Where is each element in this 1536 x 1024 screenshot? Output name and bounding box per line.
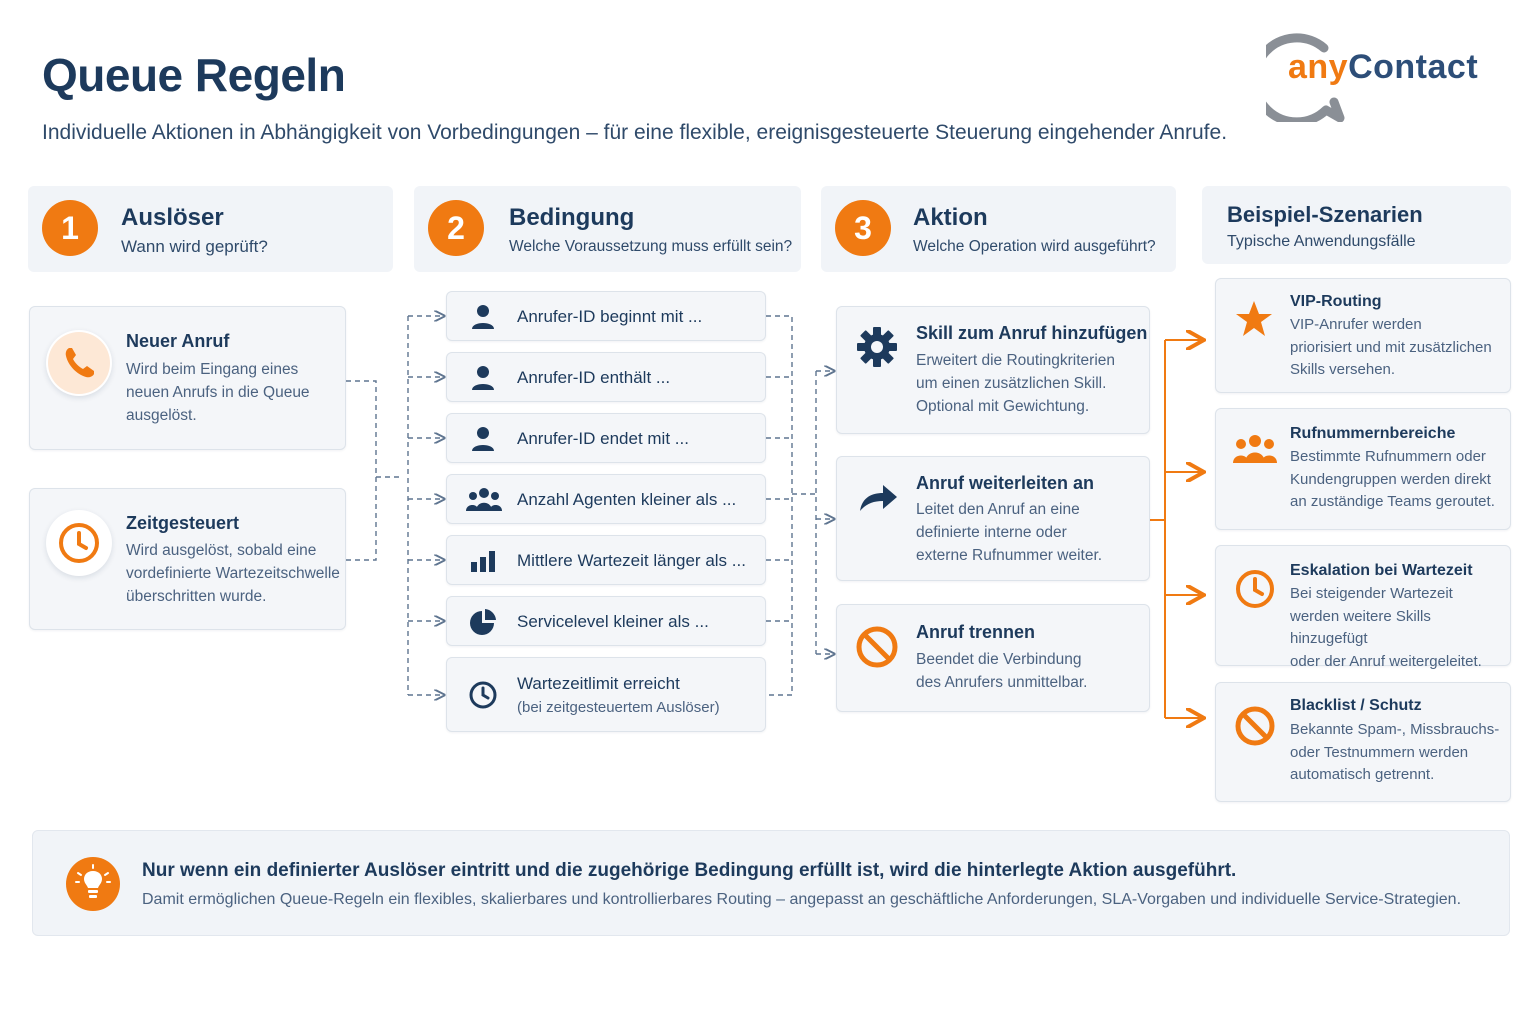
action-description: Leitet den Anruf an eine definierte interne oder externe Rufnummer weiter. (916, 501, 1103, 564)
scenarios-subtitle: Typische Anwendungsfälle (1227, 233, 1416, 250)
trigger-description: Wird beim Eingang eines neuen Anrufs in die Queue ausgelöst. (126, 361, 310, 424)
step-number-badge: 2 (428, 200, 484, 256)
condition-item[interactable] (446, 413, 766, 463)
summary-text: Damit ermöglichen Queue-Regeln ein flexibles, skalierbares und kontrollierbares Routing – angepasst an geschäftliche Anforderungen, SLA-Vorgaben und individuelle Service-Strategien. (142, 891, 1462, 908)
block-icon (1234, 705, 1276, 747)
condition-label: Anrufer-ID endet mit ... (517, 429, 689, 448)
star-icon (1234, 299, 1274, 339)
condition-label: Mittlere Wartezeit länger als ... (517, 551, 746, 570)
clock-icon (468, 680, 498, 710)
bar-chart-icon (469, 548, 497, 574)
step-subtitle: Wann wird geprüft? (121, 237, 268, 256)
forward-arrow-icon (857, 481, 899, 515)
step-title: Auslöser (121, 204, 224, 231)
condition-item[interactable] (446, 535, 766, 585)
clock-icon (1234, 568, 1276, 610)
condition-sublabel: (bei zeitgesteuertem Auslöser) (517, 699, 720, 716)
condition-label: Anrufer-ID beginnt mit ... (517, 307, 703, 326)
scenario-title: VIP-Routing (1290, 293, 1382, 310)
user-icon (469, 303, 497, 331)
step-subtitle: Welche Operation wird ausgeführt? (913, 238, 1156, 255)
condition-item[interactable] (446, 291, 766, 341)
summary-banner (32, 830, 1510, 936)
step-number-badge: 3 (835, 200, 891, 256)
action-title: Anruf trennen (916, 622, 1035, 642)
block-icon (855, 625, 899, 669)
scenario-description: Bestimmte Rufnummern oder Kundengruppen werden direkt an zuständige Teams geroutet. (1290, 448, 1495, 510)
phone-icon (46, 330, 112, 396)
action-card-forward[interactable] (836, 456, 1150, 581)
logo-wordmark: anyContact (1288, 48, 1479, 86)
clock-icon (46, 510, 112, 576)
condition-label: Anrufer-ID enthält ... (517, 368, 671, 387)
page-subtitle: Individuelle Aktionen in Abhängigkeit von Vorbedingungen – für eine flexible, ereignisgesteuerte Steuerung eingehender Anrufe. (42, 121, 1228, 144)
condition-item[interactable] (446, 352, 766, 402)
condition-label: Wartezeitlimit erreicht (517, 674, 680, 693)
step-subtitle: Welche Voraussetzung muss erfüllt sein? (509, 238, 793, 255)
step-title: Bedingung (509, 204, 635, 231)
page-title: Queue Regeln (42, 49, 346, 101)
group-icon (1232, 434, 1278, 464)
step-header-action (821, 186, 1176, 272)
user-icon (469, 425, 497, 453)
action-description: Beendet die Verbindung des Anrufers unmittelbar. (916, 651, 1088, 691)
trigger-card-scheduled[interactable] (29, 488, 346, 630)
trigger-title: Zeitgesteuert (126, 513, 240, 533)
action-card-disconnect[interactable] (836, 604, 1150, 712)
condition-label: Servicelevel kleiner als ... (517, 612, 709, 631)
group-icon (465, 487, 503, 513)
scenario-card-vip[interactable] (1215, 278, 1511, 393)
action-description: Erweitert die Routingkriterien um einen zusätzlichen Skill. Optional mit Gewichtung. (916, 352, 1116, 415)
scenario-card-number-ranges[interactable] (1215, 408, 1511, 530)
scenario-title: Blacklist / Schutz (1290, 697, 1422, 714)
step-title: Aktion (913, 204, 988, 231)
pie-chart-icon (469, 608, 497, 636)
scenario-title: Eskalation bei Wartezeit (1290, 562, 1473, 579)
step-number-badge: 1 (42, 200, 98, 256)
user-icon (469, 364, 497, 392)
action-title: Anruf weiterleiten an (916, 473, 1095, 493)
scenarios-header (1202, 186, 1511, 264)
step-header-condition (414, 186, 801, 272)
condition-item[interactable] (446, 474, 766, 524)
condition-label: Anzahl Agenten kleiner als ... (517, 490, 737, 509)
condition-item[interactable] (446, 657, 766, 732)
scenarios-title: Beispiel-Szenarien (1227, 202, 1423, 227)
step-header-trigger (28, 186, 393, 272)
trigger-description: Wird ausgelöst, sobald eine vordefinierte Wartezeitschwelle überschritten wurde. (126, 542, 340, 605)
trigger-card-new-call[interactable] (29, 306, 346, 450)
gear-icon (855, 325, 899, 369)
trigger-title: Neuer Anruf (126, 331, 230, 351)
summary-headline: Nur wenn ein definierter Auslöser eintritt und die zugehörige Bedingung erfüllt ist, wird die hinterlegte Aktion ausgeführt. (142, 860, 1237, 881)
condition-item[interactable] (446, 596, 766, 646)
scenario-title: Rufnummernbereiche (1290, 425, 1456, 442)
lightbulb-icon (66, 857, 120, 911)
scenario-description: Bekannte Spam-, Missbrauchs- oder Testnummern werden automatisch getrennt. (1290, 721, 1500, 783)
scenario-description: VIP-Anrufer werden priorisiert und mit zusätzlichen Skills versehen. (1290, 316, 1492, 378)
scenario-card-escalation[interactable] (1215, 545, 1511, 670)
anycontact-logo (1266, 30, 1506, 122)
action-title: Skill zum Anruf hinzufügen (916, 323, 1148, 343)
action-card-add-skill[interactable] (836, 306, 1150, 434)
scenario-description: Bei steigender Wartezeit werden weitere Skills hinzugefügt oder der Anruf weitergeleitet. (1290, 585, 1482, 670)
scenario-card-blacklist[interactable] (1215, 682, 1511, 802)
